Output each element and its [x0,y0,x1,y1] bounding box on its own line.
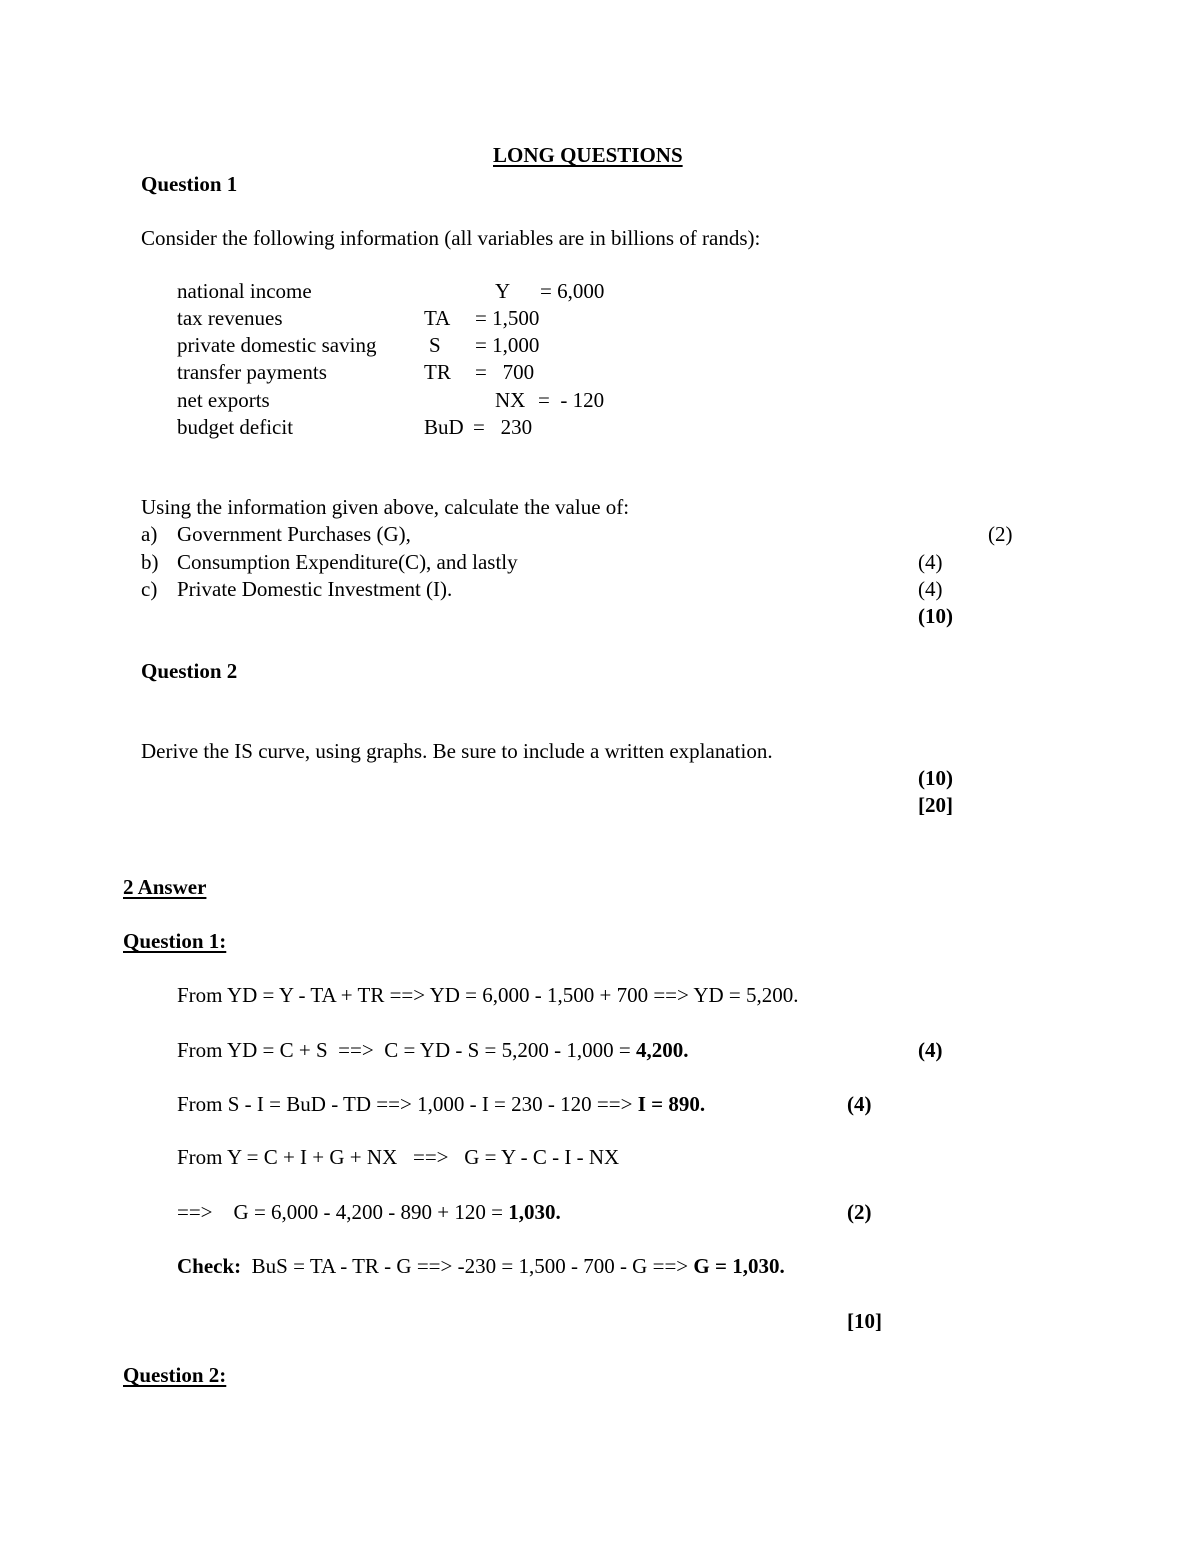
variable-label: private domestic saving [177,333,377,357]
variable-label: national income [177,279,312,303]
question-2-marks: (10) [918,766,953,790]
part-marks: (4) [918,577,943,601]
check-text [177,1256,785,1277]
answer-text: From YD = Y - TA + TR ==> YD = 6,000 - 1,500 + 700 ==> YD = 5,200. [177,983,799,1007]
check-result: G = 1,030. [693,1254,785,1278]
variable-value: = 1,000 [475,333,540,357]
variable-value: = 1,500 [475,306,540,330]
answer-total: [10] [847,1309,882,1333]
answer-question-1-heading: Question 1: [123,929,227,953]
variable-label: tax revenues [177,306,283,330]
variable-value: = 230 [473,415,533,439]
answer-text [177,1094,705,1115]
part-text: Consumption Expenditure(C), and lastly [177,550,518,574]
part-letter: b) [141,550,159,574]
question-1-heading: Question 1 [141,172,238,196]
answer-text-regular: From YD = C + S ==> C = YD - S = 5,200 - 1,000 = [177,1038,636,1062]
question-1-prompt: Using the information given above, calculate the value of: [141,495,630,519]
variable-label: transfer payments [177,360,327,384]
variable-label: net exports [177,388,270,412]
part-marks: (2) [988,522,1013,546]
variable-label: budget deficit [177,415,294,439]
question-1-intro: Consider the following information (all variables are in billions of rands): [141,226,761,250]
question-2-text: Derive the IS curve, using graphs. Be sure to include a written explanation. [141,739,773,763]
question-2-total: [20] [918,793,953,817]
answer-marks: (4) [847,1092,872,1116]
answer-text-regular: From S - I = BuD - TD ==> 1,000 - I = 230 - 120 ==> [177,1092,638,1116]
answer-heading: 2 Answer [123,875,207,899]
question-1-total: (10) [918,604,953,628]
variable-value: = - 120 [538,388,605,412]
page-title: LONG QUESTIONS [493,143,683,167]
part-letter: c) [141,577,158,601]
part-text: Government Purchases (G), [177,522,411,546]
variable-symbol: TR [424,360,451,384]
variable-symbol: BuD [424,415,464,439]
answer-text-regular: ==> G = 6,000 - 4,200 - 890 + 120 = [177,1200,509,1224]
answer-text [177,1040,688,1061]
variable-symbol: TA [424,306,451,330]
part-letter: a) [141,522,158,546]
variable-value: = 6,000 [540,279,605,303]
answer-result: I = 890. [637,1092,706,1116]
part-marks: (4) [918,550,943,574]
answer-text [177,1202,561,1223]
variable-symbol: S [429,333,441,357]
variable-value: = 700 [475,360,535,384]
answer-question-2-heading: Question 2: [123,1363,227,1387]
answer-marks: (4) [918,1038,943,1062]
variable-symbol: NX [495,388,526,412]
answer-result: 4,200. [635,1038,689,1062]
check-label: Check: [177,1254,242,1278]
answer-text: From Y = C + I + G + NX ==> G = Y - C - I - NX [177,1145,620,1169]
variable-symbol: Y [495,279,511,303]
answer-result: 1,030. [508,1200,561,1224]
answer-marks: (2) [847,1200,872,1224]
check-body: BuS = TA - TR - G ==> -230 = 1,500 - 700 - G ==> [241,1254,694,1278]
question-2-heading: Question 2 [141,659,238,683]
part-text: Private Domestic Investment (I). [177,577,453,601]
